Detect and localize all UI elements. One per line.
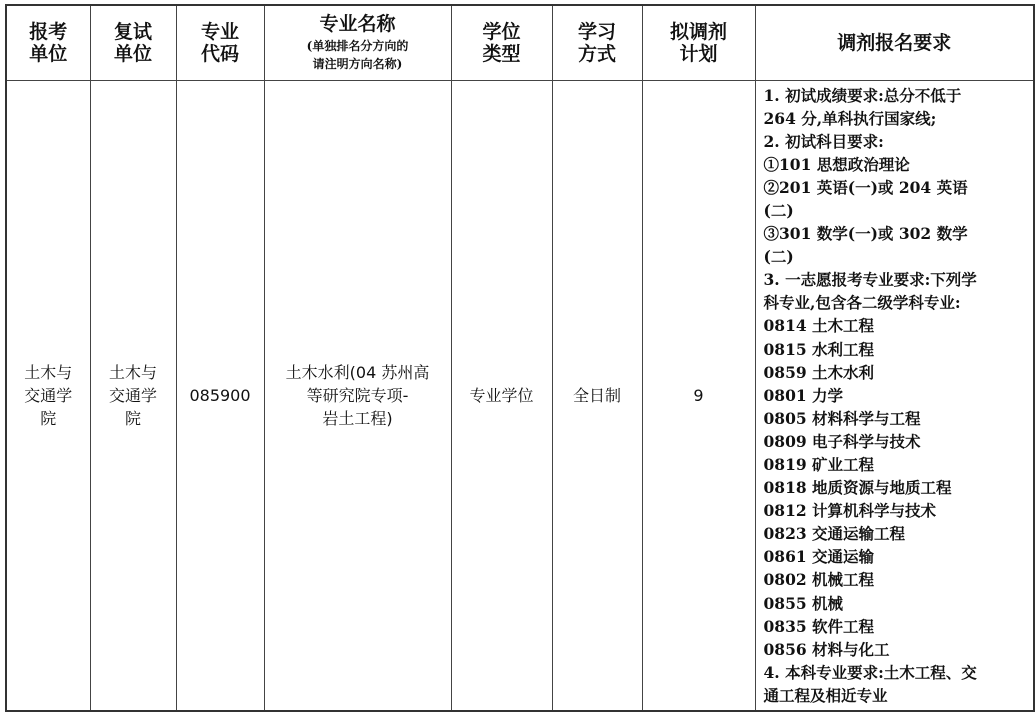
requirement-line: 通工程及相近专业 xyxy=(763,685,888,705)
header-name-note: (单独排名分方向的 请注明方向名称) xyxy=(306,38,409,71)
requirement-line: 0818 地质资源与地质工程 xyxy=(763,478,952,498)
requirement-line: 0819 矿业工程 xyxy=(763,455,875,474)
cell-retest-unit: 土木与 交通学 院 xyxy=(90,80,176,711)
header-unit: 报考 单位 xyxy=(6,5,90,80)
header-name xyxy=(264,5,451,80)
cell-name: 土木水利(04 苏州高 等研究院专项- 岩土工程) xyxy=(264,80,451,711)
requirement-line: 0802 机械工程 xyxy=(763,570,875,590)
requirement-line: ②201 英语(一)或 204 英语 xyxy=(763,177,968,197)
admission-table xyxy=(5,4,1035,712)
cell-plan: 9 xyxy=(642,80,755,711)
requirement-line: 1. 初试成绩要求:总分不低于 xyxy=(763,85,962,105)
requirement-line: 0815 水利工程 xyxy=(763,339,875,359)
requirement-line: (二) xyxy=(763,247,794,267)
cell-code: 085900 xyxy=(176,80,264,711)
table-row xyxy=(6,80,1034,711)
requirement-line: 0812 计算机科学与技术 xyxy=(763,501,937,521)
cell-degree: 专业学位 xyxy=(451,80,552,711)
header-name-title: 专业名称 xyxy=(319,12,396,35)
requirement-line: 2. 初试科目要求: xyxy=(763,131,884,151)
requirement-line: 0856 材料与化工 xyxy=(763,639,890,659)
header-mode: 学习 方式 xyxy=(552,5,642,80)
header-retest-unit: 复试 单位 xyxy=(90,5,176,80)
requirement-line: 0861 交通运输 xyxy=(763,547,875,567)
requirement-line: 0801 力学 xyxy=(763,385,844,405)
header-requirements: 调剂报名要求 xyxy=(755,5,1034,80)
requirement-line: 科专业,包含各二级学科专业: xyxy=(763,293,961,313)
requirement-line: ③301 数学(一)或 302 数学 xyxy=(763,224,968,244)
requirement-line: 0805 材料科学与工程 xyxy=(763,408,921,428)
requirement-line: 0855 机械 xyxy=(763,593,844,613)
cell-mode: 全日制 xyxy=(552,80,642,711)
cell-requirements xyxy=(755,80,1034,711)
requirement-line: 0809 电子科学与技术 xyxy=(763,431,921,451)
header-row xyxy=(6,5,1034,80)
requirement-line: 264 分,单科执行国家线; xyxy=(763,108,937,128)
requirement-line: (二) xyxy=(763,200,794,220)
header-degree: 学位 类型 xyxy=(451,5,552,80)
requirement-line: 0814 土木工程 xyxy=(763,316,875,336)
header-plan: 拟调剂 计划 xyxy=(642,5,755,80)
requirement-line: 0823 交通运输工程 xyxy=(763,524,906,544)
header-code: 专业 代码 xyxy=(176,5,264,80)
requirement-line: 4. 本科专业要求:土木工程、交 xyxy=(763,662,977,682)
requirement-line: ①101 思想政治理论 xyxy=(763,154,910,174)
requirement-line: 0835 软件工程 xyxy=(763,616,875,636)
requirement-line: 0859 土木水利 xyxy=(763,362,875,382)
requirement-line: 3. 一志愿报考专业要求:下列学 xyxy=(763,270,977,290)
cell-unit: 土木与 交通学 院 xyxy=(6,80,90,711)
